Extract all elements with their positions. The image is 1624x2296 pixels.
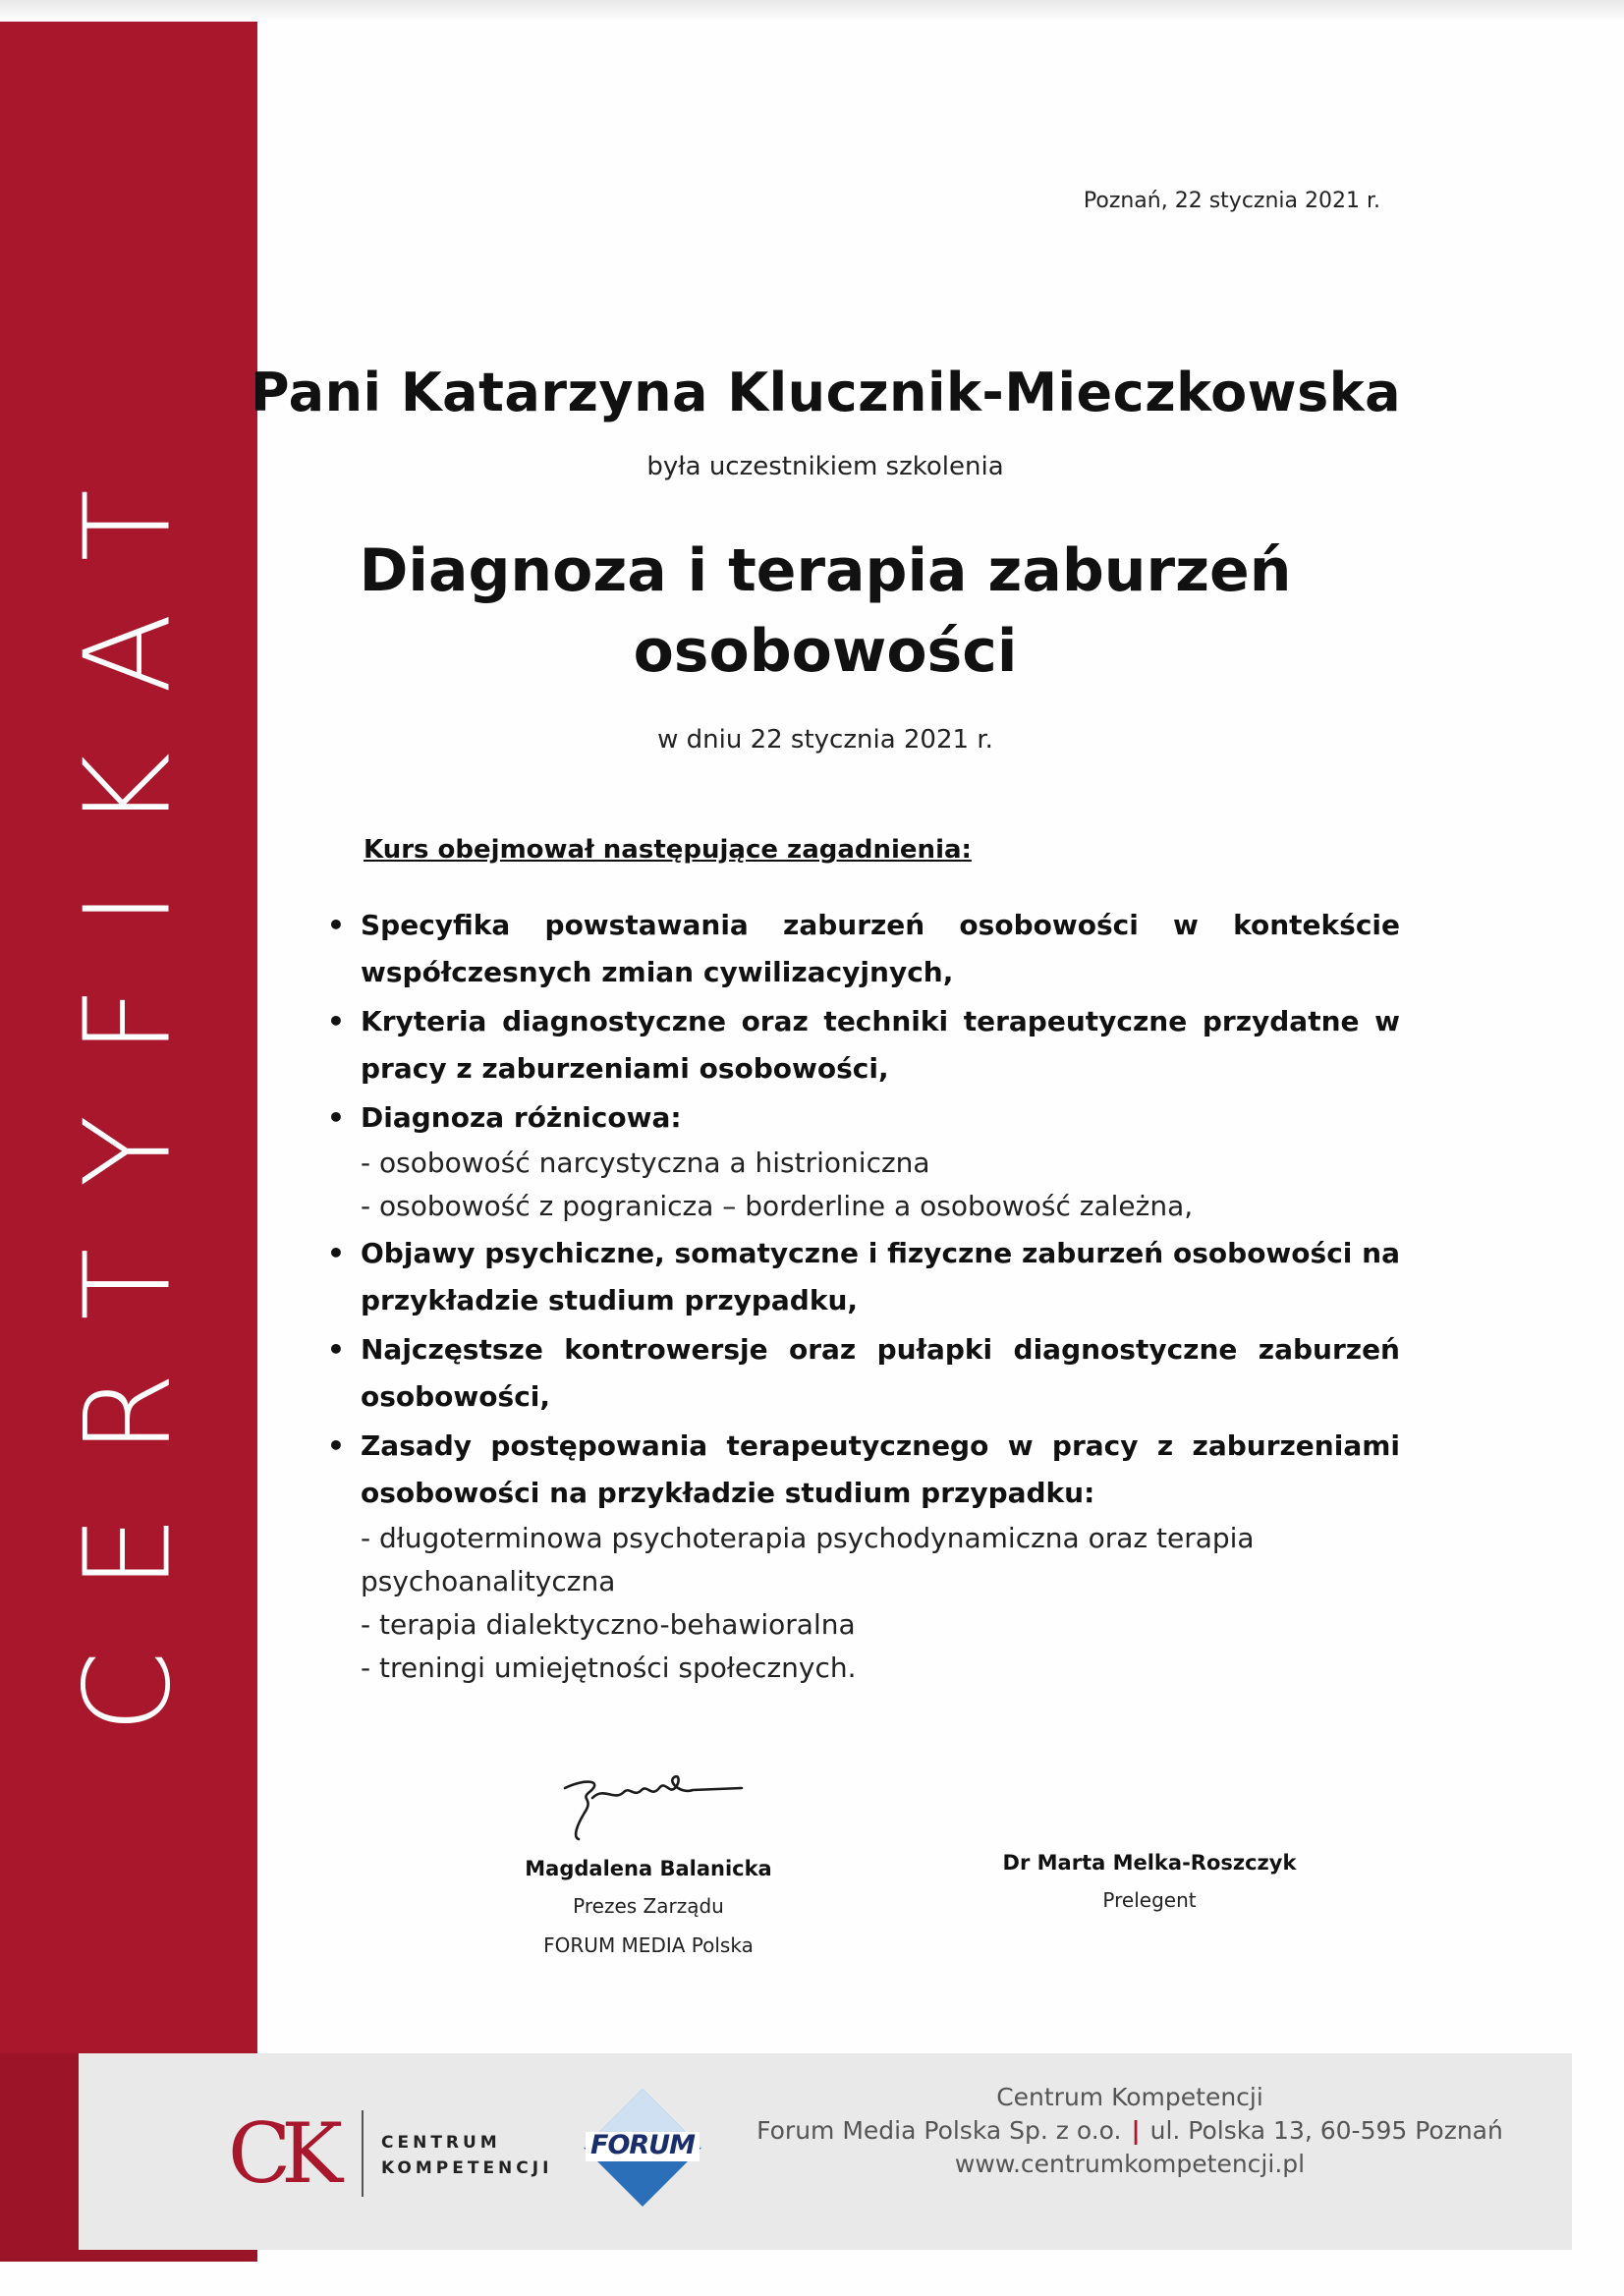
signature-right xyxy=(1002,1851,1297,1912)
certificate-vertical-label: CERTYFIKAT xyxy=(60,428,197,1733)
topic-text: Zasady postępowania terapeutycznego w pracy z zaburzeniami osobowości na przykładzie studium przypadku: xyxy=(361,1429,1400,1509)
footer-separator: | xyxy=(1131,2116,1141,2145)
signatory-org: FORUM MEDIA Polska xyxy=(543,1933,754,1957)
topic-text: Kryteria diagnostyczne oraz techniki terapeutyczne przydatne w pracy z zaburzeniami osobowości, xyxy=(361,1005,1400,1085)
ck-logo-line1: CENTRUM xyxy=(381,2133,501,2153)
topic-subitem: - osobowość z pogranicza – borderline a osobowość zależna, xyxy=(361,1190,1194,1222)
bullet-icon: • xyxy=(327,1101,345,1134)
forum-logo xyxy=(582,2087,703,2209)
ck-logo: CK xyxy=(228,2105,334,2202)
signatory-role: Prezes Zarządu xyxy=(573,1894,724,1918)
signature-left xyxy=(501,1857,796,1957)
scan-edge xyxy=(0,0,1624,22)
bullet-icon: • xyxy=(327,909,345,941)
speaker-role: Prelegent xyxy=(1102,1888,1197,1912)
footer-website: www.centrumkompetencji.pl xyxy=(954,2150,1306,2178)
speaker-name: Dr Marta Melka-Roszczyk xyxy=(1002,1851,1297,1875)
ck-logo-line2: KOMPETENCJI xyxy=(381,2158,553,2178)
topic-item xyxy=(319,998,1400,1092)
bullet-icon: • xyxy=(327,1429,345,1462)
course-date: w dniu 22 stycznia 2021 r. xyxy=(657,725,993,755)
course-title-line2: osobowości xyxy=(633,617,1018,686)
topic-text: Diagnoza różnicowa: xyxy=(361,1101,682,1134)
recipient-name: Pani Katarzyna Klucznik-Mieczkowska xyxy=(251,362,1402,423)
topic-item xyxy=(319,1326,1400,1421)
topic-subitem: - treningi umiejętności społecznych. xyxy=(361,1652,857,1684)
topic-text: Specyfika powstawania zaburzeń osobowości w kontekście współczesnych zmian cywilizacyjnych, xyxy=(361,909,1400,988)
course-title xyxy=(334,531,1316,692)
handwritten-signature xyxy=(545,1759,752,1847)
bullet-icon: • xyxy=(327,1237,345,1269)
logo-divider xyxy=(362,2110,364,2197)
participant-statement: była uczestnikiem szkolenia xyxy=(646,452,1004,481)
topic-subitem: - długoterminowa psychoterapia psychodynamiczna oraz terapia psychoanalityczna xyxy=(361,1522,1255,1597)
bullet-icon: • xyxy=(327,1333,345,1366)
topic-item xyxy=(319,1094,1400,1228)
forum-logo-word: FORUM xyxy=(590,2130,695,2160)
course-title-line1: Diagnoza i terapia zaburzeń xyxy=(359,536,1292,605)
footer-address: ul. Polska 13, 60-595 Poznań xyxy=(1149,2116,1503,2145)
topic-item xyxy=(319,1423,1400,1690)
topic-item xyxy=(319,902,1400,996)
ck-logo-text xyxy=(381,2130,552,2181)
footer-company: Forum Media Polska Sp. z o.o. xyxy=(756,2116,1122,2145)
topics-list xyxy=(319,902,1400,1692)
topic-subitem: - osobowość narcystyczna a histrioniczna xyxy=(361,1147,930,1179)
bullet-icon: • xyxy=(327,1005,345,1037)
topic-item xyxy=(319,1230,1400,1324)
topics-heading: Kurs obejmował następujące zagadnienia: xyxy=(364,835,972,865)
footer-contact xyxy=(727,2081,1533,2181)
topic-subitem: - terapia dialektyczno-behawioralna xyxy=(361,1608,856,1641)
footer-org-name: Centrum Kompetencji xyxy=(996,2083,1263,2111)
topic-text: Najczęstsze kontrowersje oraz pułapki diagnostyczne zaburzeń osobowości, xyxy=(361,1333,1400,1413)
place-date: Poznań, 22 stycznia 2021 r. xyxy=(1083,189,1380,213)
topic-text: Objawy psychiczne, somatyczne i fizyczne zaburzeń osobowości na przykładzie studium przypadku, xyxy=(361,1237,1400,1316)
footer-address-line xyxy=(727,2114,1533,2148)
signatory-name: Magdalena Balanicka xyxy=(525,1857,772,1880)
